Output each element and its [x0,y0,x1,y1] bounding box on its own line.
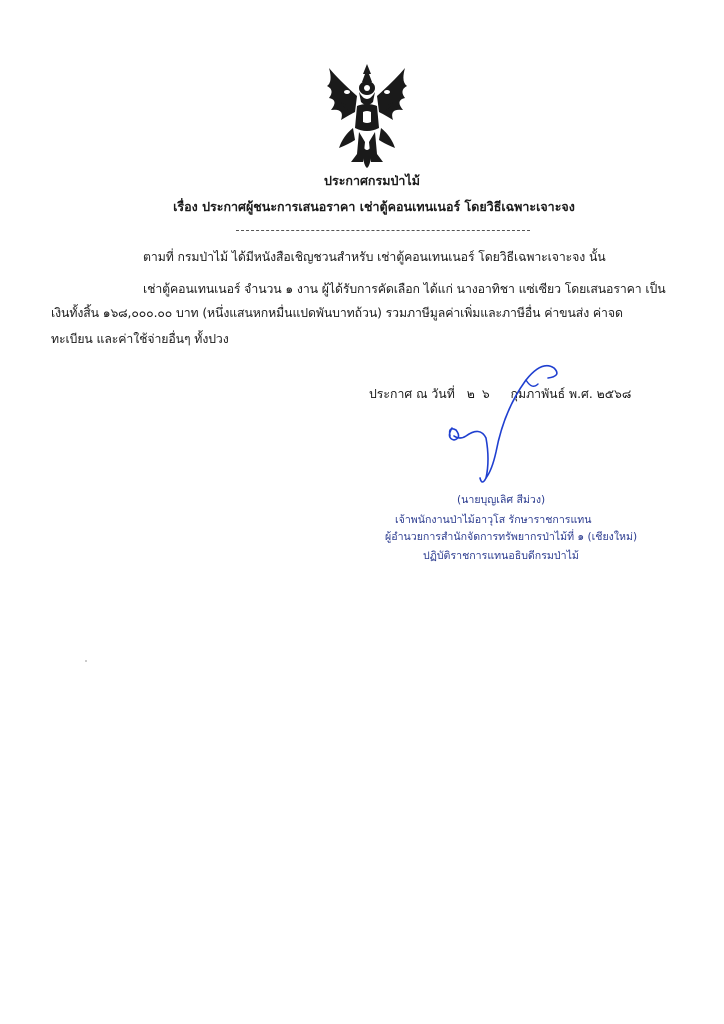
dashed-divider [236,230,530,231]
body-line-3: เงินทั้งสิ้น ๑๖๘,๐๐๐.๐๐ บาท (หนึ่งแสนหกหมื่นแปดพันบาทถ้วน) รวมภาษีมูลค่าเพิ่มและภาษีอื่น ค่าขนส่ง ค่าจด [51,306,623,320]
announcement-title: ประกาศกรมป่าไม้ [324,173,420,188]
signer-position-1: เจ้าพนักงานป่าไม้อาวุโส รักษาราชการแทน [395,514,592,526]
date-day: ๒๖ [466,387,497,401]
announcement-subject: เรื่อง ประกาศผู้ชนะการเสนอราคา เช่าตู้คอนเทนเนอร์ โดยวิธีเฉพาะเจาะจง [173,199,575,214]
signer-position-3: ปฏิบัติราชการแทนอธิบดีกรมป่าไม้ [423,550,579,562]
handwritten-signature [430,340,580,490]
body-line-1: ตามที่ กรมป่าไม้ ได้มีหนังสือเชิญชวนสำหรับ เช่าตู้คอนเทนเนอร์ โดยวิธีเฉพาะเจาะจง นั้น [143,250,606,264]
garuda-emblem-icon [319,62,415,170]
date-prefix: ประกาศ ณ วันที่ [369,387,455,401]
date-month-year: กุมภาพันธ์ พ.ศ. ๒๕๖๘ [510,387,632,401]
scan-speck [85,660,87,662]
signer-position-2: ผู้อำนวยการสำนักจัดการทรัพยากรป่าไม้ที่ ๑ (เชียงใหม่) [385,531,638,543]
body-line-4: ทะเบียน และค่าใช้จ่ายอื่นๆ ทั้งปวง [51,332,229,346]
body-line-2: เช่าตู้คอนเทนเนอร์ จำนวน ๑ งาน ผู้ได้รับการคัดเลือก ได้แก่ นางอาทิชา แซ่เซียว โดยเสนอราคา เป็น [143,282,666,296]
signer-name: (นายบุญเลิศ สีม่วง) [457,494,546,506]
